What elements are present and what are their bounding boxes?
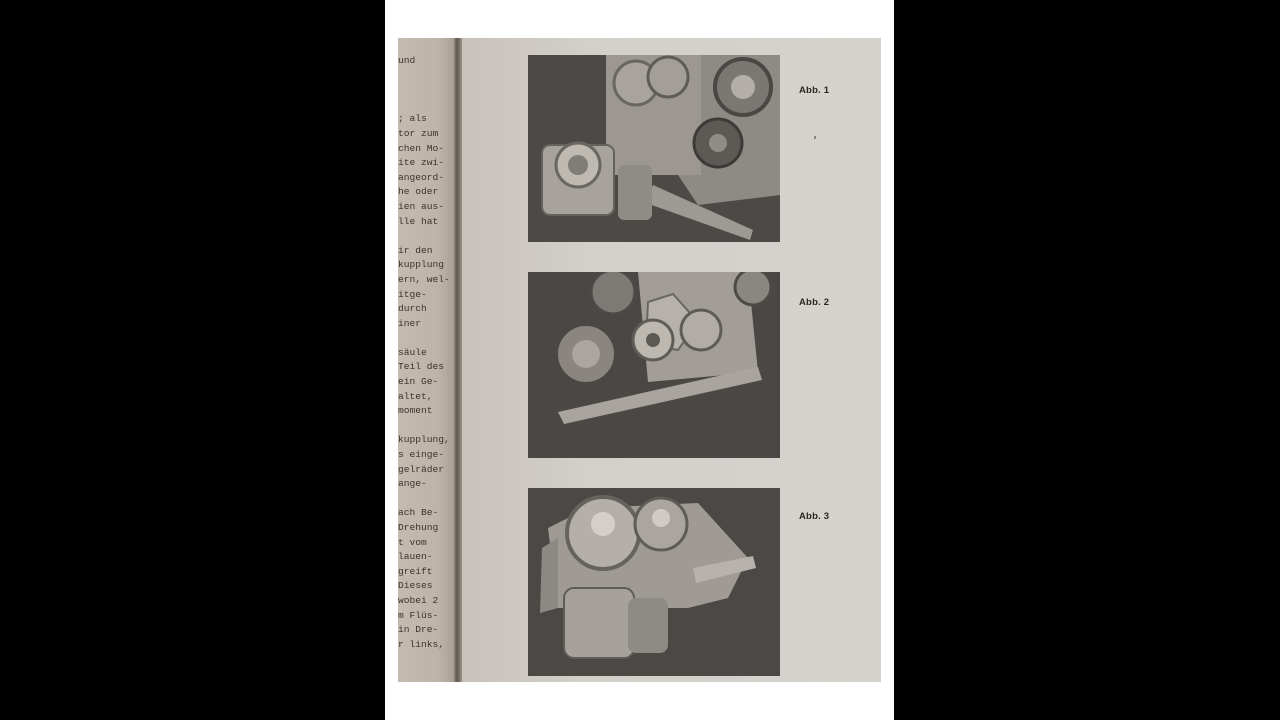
- left-page-line: [398, 331, 456, 346]
- document-frame: [385, 0, 894, 720]
- left-page-line: greift: [398, 565, 433, 577]
- figure-3-caption: Abb. 3: [799, 511, 830, 522]
- left-page-text: [398, 54, 456, 652]
- left-page-line: und: [398, 55, 416, 66]
- left-page-line: iner: [398, 317, 422, 329]
- left-page-line: [398, 69, 456, 84]
- left-page-line: ; als: [398, 113, 427, 125]
- left-page-line: tor zum: [398, 127, 439, 139]
- left-page-line: ern, wel-: [398, 273, 450, 285]
- left-page-line: s einge-: [398, 449, 445, 461]
- left-page-line: in Dre-: [398, 624, 439, 636]
- left-page-line: kupplung: [398, 259, 445, 271]
- figure-2-photo: [528, 272, 780, 458]
- left-page-line: lle hat: [398, 215, 439, 227]
- figure-3-photo: [528, 488, 780, 676]
- left-page-line: ein Ge-: [398, 376, 439, 388]
- left-page-line: angeord-: [398, 171, 445, 183]
- left-page-line: ien aus-: [398, 200, 445, 212]
- figure-2-caption: Abb. 2: [799, 297, 830, 308]
- left-page-line: säule: [398, 346, 427, 358]
- left-page-line: gelräder: [398, 463, 445, 475]
- left-page-line: [398, 419, 456, 434]
- left-page-line: he oder: [398, 186, 439, 198]
- left-page-line: [398, 229, 456, 244]
- left-page-line: ach Be-: [398, 507, 439, 519]
- left-page-line: altet,: [398, 390, 433, 402]
- left-page-line: ange-: [398, 478, 427, 490]
- left-page-line: t vom: [398, 536, 427, 548]
- scan-speck: [814, 136, 816, 139]
- figure-1-caption: Abb. 1: [799, 85, 830, 96]
- left-page-line: Teil des: [398, 361, 445, 373]
- left-page-line: chen Mo-: [398, 142, 445, 154]
- left-page-line: wobei 2: [398, 594, 439, 606]
- left-page-line: moment: [398, 405, 433, 417]
- left-page: [398, 38, 456, 682]
- left-page-line: ir den: [398, 244, 433, 256]
- left-page-line: [398, 492, 456, 507]
- left-page-line: [398, 83, 456, 98]
- left-page-line: durch: [398, 303, 427, 315]
- left-page-line: Dieses: [398, 580, 433, 592]
- left-page-line: kupplung,: [398, 434, 450, 446]
- left-page-line: [398, 98, 456, 113]
- figure-1-photo: [528, 55, 780, 242]
- left-page-line: r links,: [398, 638, 445, 650]
- left-page-line: m Flüs-: [398, 609, 439, 621]
- left-page-line: lauen-: [398, 551, 433, 563]
- scanned-book-spread: [398, 38, 881, 682]
- book-gutter: [454, 38, 462, 682]
- right-page: [462, 38, 881, 682]
- left-page-line: ite zwi-: [398, 157, 445, 169]
- left-page-line: itge-: [398, 288, 427, 300]
- left-page-line: Drehung: [398, 522, 439, 533]
